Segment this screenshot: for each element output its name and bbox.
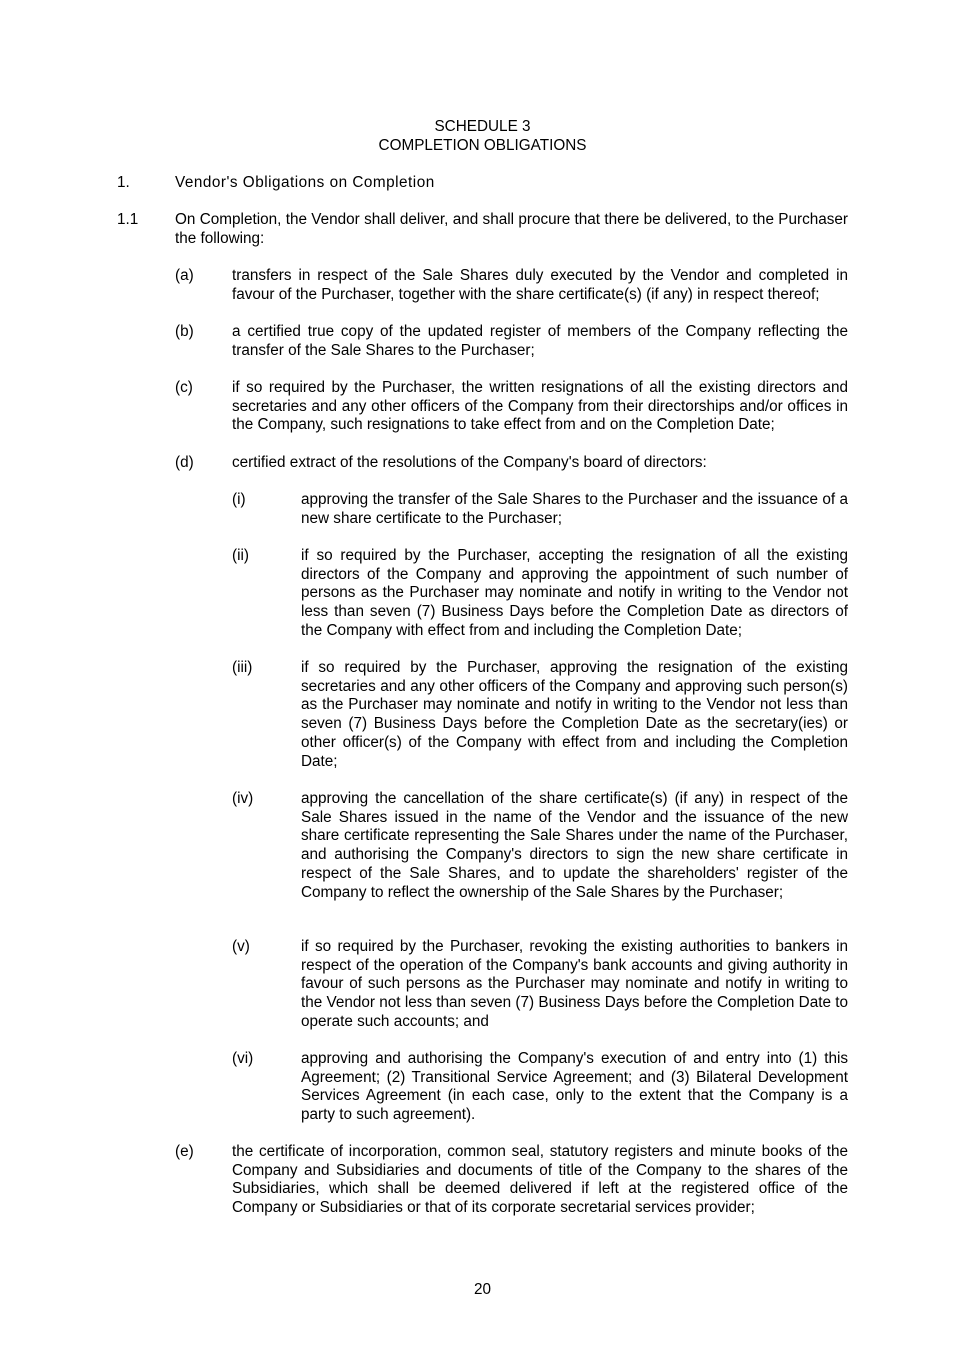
sub-item-label: (iii) (232, 659, 253, 676)
list-item-label: (c) (175, 379, 193, 396)
list-item-label: (b) (175, 323, 194, 340)
section-heading-text: Vendor's Obligations on Completion (175, 174, 435, 191)
sub-item-text: if so required by the Purchaser, approving the resignation of the existing secretaries and any other officers of the Company and approving such person(s) as the Purchaser may nominate and notify in writing to the Vendor not less than seven (7) Business Days before the Completion Date as the secretary(ies) or other officer(s) of the Company with effect from and including the Completion Date; (301, 659, 848, 770)
list-item-text: a certified true copy of the updated register of members of the Company reflecting the transfer of the Sale Shares to the Purchaser; (232, 323, 848, 359)
sub-item-text: approving and authorising the Company's execution of and entry into (1) this Agreement; (2) Transitional Service Agreement; and (3) Bilateral Development Services Agreement (in each case, only to the extent that the Company is a party to such agreement). (301, 1050, 848, 1124)
sub-item-text: approving the cancellation of the share certificate(s) (if any) in respect of the Sale Shares issued in the name of the Vendor and the issuance of the new share certificate representing the Sale Shares under the name of the Purchaser, and authorising the Company's directors to sign the new share certificate in respect of the Sale Shares, and to update the shareholders' register of the Company to reflect the ownership of the Sale Shares by the Purchaser; (301, 790, 848, 901)
list-item-text: certified extract of the resolutions of the Company's board of directors: (232, 454, 707, 471)
sub-item-text: if so required by the Purchaser, accepting the resignation of all the existing directors of the Company and approving the appointment of such number of persons as the Purchaser may nominate and notify in writing to the Vendor not less than seven (7) Business Days before the Completion Date as directors of the Company with effect from and including the Completion Date; (301, 547, 848, 639)
section-number: 1. (117, 174, 130, 191)
list-item-label: (d) (175, 454, 194, 471)
clause-text: On Completion, the Vendor shall deliver, and shall procure that there be delivered, to the Purchaser the following: (175, 211, 848, 247)
list-item-text: transfers in respect of the Sale Shares duly executed by the Vendor and completed in favour of the Purchaser, together with the share certificate(s) (if any) in respect thereof; (232, 267, 848, 303)
page-number: 20 (473, 1281, 491, 1298)
sub-item-label: (iv) (232, 790, 254, 807)
list-item-text: if so required by the Purchaser, the written resignations of all the existing directors and secretaries and any other officers of the Company from their directorships and/or offices in the Company, such resignations to take effect from and on the Completion Date; (232, 379, 848, 434)
schedule-title: SCHEDULE 3 (434, 118, 531, 135)
sub-item-label: (i) (232, 491, 246, 508)
list-item-label: (e) (175, 1143, 194, 1160)
sub-item-label: (ii) (232, 547, 249, 564)
list-item-label: (a) (175, 267, 194, 284)
schedule-subtitle: COMPLETION OBLIGATIONS (378, 137, 587, 154)
sub-item-label: (v) (232, 938, 250, 955)
list-item-text: the certificate of incorporation, common seal, statutory registers and minute books of the Company and Subsidiaries and documents of title of the Company to the shares of the Subsidiaries, which shall be deemed delivered if left at the registered office of the Company or Subsidiaries or that of its corporate secretarial services provider; (232, 1143, 848, 1217)
clause-number: 1.1 (117, 211, 139, 228)
sub-item-text: approving the transfer of the Sale Shares to the Purchaser and the issuance of a new share certificate to the Purchaser; (301, 491, 848, 527)
sub-item-label: (vi) (232, 1050, 254, 1067)
sub-item-text: if so required by the Purchaser, revoking the existing authorities to bankers in respect of the operation of the Company's bank accounts and giving authority in favour of such persons as the Purchaser may nominate and notify in writing to the Vendor not less than seven (7) Business Days before the Completion Date to operate such accounts; and (301, 938, 848, 1030)
